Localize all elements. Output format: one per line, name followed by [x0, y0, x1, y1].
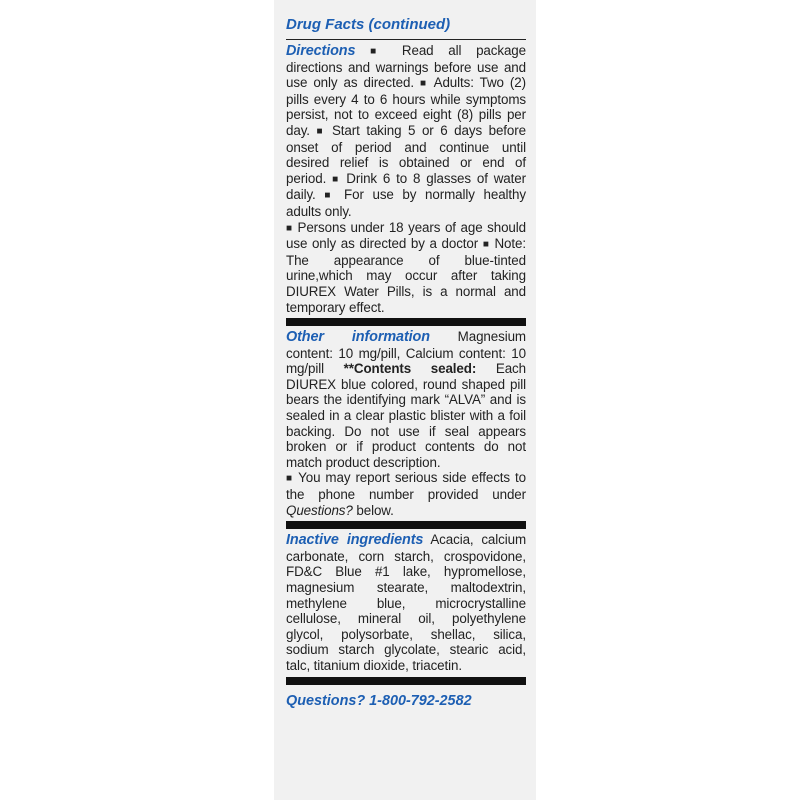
bullet-icon: ■ [419, 78, 429, 90]
directions-water-text: Drink 6 to 8 glasses of water daily. [286, 170, 526, 203]
bullet-icon: ■ [316, 125, 326, 137]
drug-facts-box [286, 14, 526, 800]
contents-sealed-label: **Contents sealed: [343, 361, 477, 377]
drug-facts-panel [274, 0, 536, 800]
directions-heading: Directions [286, 43, 356, 59]
questions-phone: 1-800-792-2582 [369, 692, 472, 709]
inactive-ingredients-section [286, 532, 526, 673]
bullet-icon: ■ [332, 173, 341, 185]
inactive-ingredients-heading: Inactive ingredients [286, 532, 424, 549]
other-information-section [286, 329, 526, 518]
directions-paragraph-2 [286, 220, 526, 316]
bullet-icon: ■ [286, 473, 294, 485]
inactive-ingredients-text: Acacia, calcium carbonate, corn starch, crospovidone, FD&C Blue #1 lake, hypromellose, magnesium stearate, maltodextrin, methylene blue, microcrystalline cellulose, mineral oil, polyethylene glycol, polysorbate, shellac, silica, sodium starch glycolate, stearic acid, talc, titanium dioxide, triacetin. [286, 532, 527, 673]
side-effects-text: You may report serious side effects to the phone number provided under [286, 470, 526, 503]
other-information-paragraph-1 [286, 329, 526, 470]
other-information-heading: Other information [286, 329, 430, 346]
title-divider [286, 39, 526, 40]
questions-reference: Questions? [286, 502, 353, 518]
directions-section [286, 43, 526, 315]
directions-under-18-text: Persons under 18 years of age should use only as directed by a doctor [286, 219, 526, 252]
inactive-ingredients-paragraph [286, 532, 526, 673]
drug-facts-title: Drug Facts (continued) [286, 16, 451, 33]
bullet-icon: ■ [286, 222, 293, 234]
contents-sealed-text: Each DIUREX blue colored, round shaped pill bears the identifying mark “ALVA” and is sealed in a clear plastic blister with a foil backing. Do not use if seal appears broken or if product contents do not match product description. [286, 361, 526, 470]
bullet-icon: ■ [482, 239, 490, 251]
directions-paragraph-1 [286, 43, 526, 220]
directions-healthy-adults-text: For use by normally healthy adults only. [286, 187, 526, 219]
questions-line [286, 688, 526, 710]
directions-adults-text: Adults: Two (2) pills every 4 to 6 hours while symptoms persist, not to exceed eight (8) pills per day. [286, 75, 526, 138]
directions-text: Read all package directions and warnings before use and use only as directed. [286, 43, 526, 91]
other-information-paragraph-2 [286, 470, 526, 518]
bullet-icon: ■ [370, 46, 388, 57]
directions-start-text: Start taking 5 or 6 days before onset of period and continue until desired relief is obtained or end of period. [286, 122, 526, 186]
mineral-content-text: Magnesium content: 10 mg/pill, Calcium content: 10 mg/pill [286, 329, 526, 377]
questions-label: Questions? [286, 692, 366, 709]
bullet-icon: ■ [324, 190, 336, 202]
section-divider [286, 677, 526, 685]
section-divider [286, 318, 526, 326]
directions-note-text: Note: The appearance of blue-tinted urine,which may occur after taking DIUREX Water Pills, is a normal and temporary effect. [286, 236, 526, 315]
side-effects-text-end: below. [352, 502, 394, 518]
section-divider [286, 521, 526, 529]
